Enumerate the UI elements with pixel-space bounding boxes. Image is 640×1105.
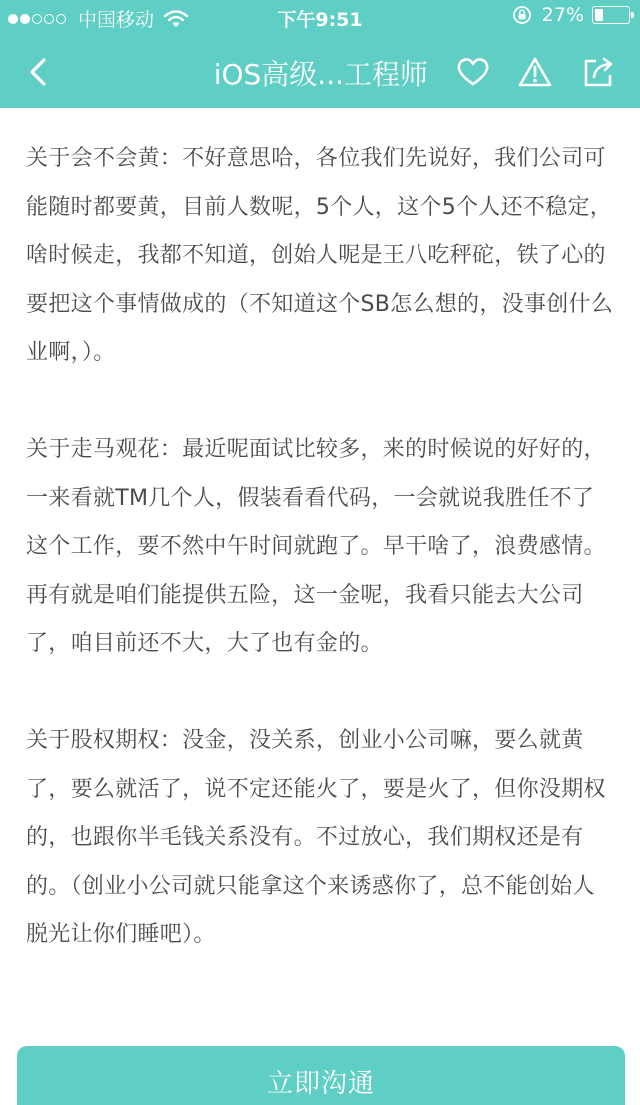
share-icon[interactable] xyxy=(581,56,615,88)
page-title: iOS高级...工程师 xyxy=(213,58,428,91)
paragraph-equity xyxy=(26,717,616,960)
carrier-name: 中国移动 xyxy=(78,9,155,31)
battery-level-fill xyxy=(595,9,603,21)
paragraph-text: 关于股权期权：没金，没关系，创业小公司嘛，要么就黄了，要么就活了，说不定还能火了，要是火了，但你没期权的，也跟你半毛钱关系没有。不过放心，我们期权还是有的。（创业小公司就只能拿这个来诱惑你了，总不能创始人脱光让你们睡吧）。 xyxy=(26,728,606,947)
heart-icon[interactable] xyxy=(456,56,490,88)
paragraph-text: 关于会不会黄：不好意思哈，各位我们先说好，我们公司可能随时都要黄，目前人数呢，5个人，这个5个人还不稳定，啥时候走，我都不知道，创始人呢是王八吃秤砣，铁了心的要把这个事情做成的（不知道这个SB怎么想的，没事创什么业啊，）。 xyxy=(26,146,614,365)
paragraph-text: 关于走马观花：最近呢面试比较多，来的时候说的好好的，一来看就TM几个人，假装看看代码，一会就说我胜任不了这个工作，要不然中午时间就跑了。早干啥了，浪费感情。 xyxy=(26,437,606,559)
warning-icon[interactable] xyxy=(518,56,552,88)
status-time: 下午9:51 xyxy=(277,9,363,31)
battery-icon xyxy=(592,6,630,24)
paragraph-interviews xyxy=(26,426,616,669)
status-bar xyxy=(0,0,640,36)
job-description xyxy=(26,135,616,1008)
battery-percentage: 27% xyxy=(541,4,584,26)
contact-now-button[interactable]: 立即沟通 xyxy=(17,1046,625,1105)
chevron-left-icon[interactable] xyxy=(24,56,54,88)
navigation-bar xyxy=(0,36,640,108)
status-right xyxy=(512,4,630,26)
rotation-lock-icon xyxy=(512,5,532,25)
paragraph-company-stability xyxy=(26,135,616,378)
paragraph-text: 再有就是咱们能提供五险，这一金呢，我看只能去大公司了，咱目前还不大，大了也有金的。 xyxy=(26,582,584,656)
app-header xyxy=(0,0,640,108)
